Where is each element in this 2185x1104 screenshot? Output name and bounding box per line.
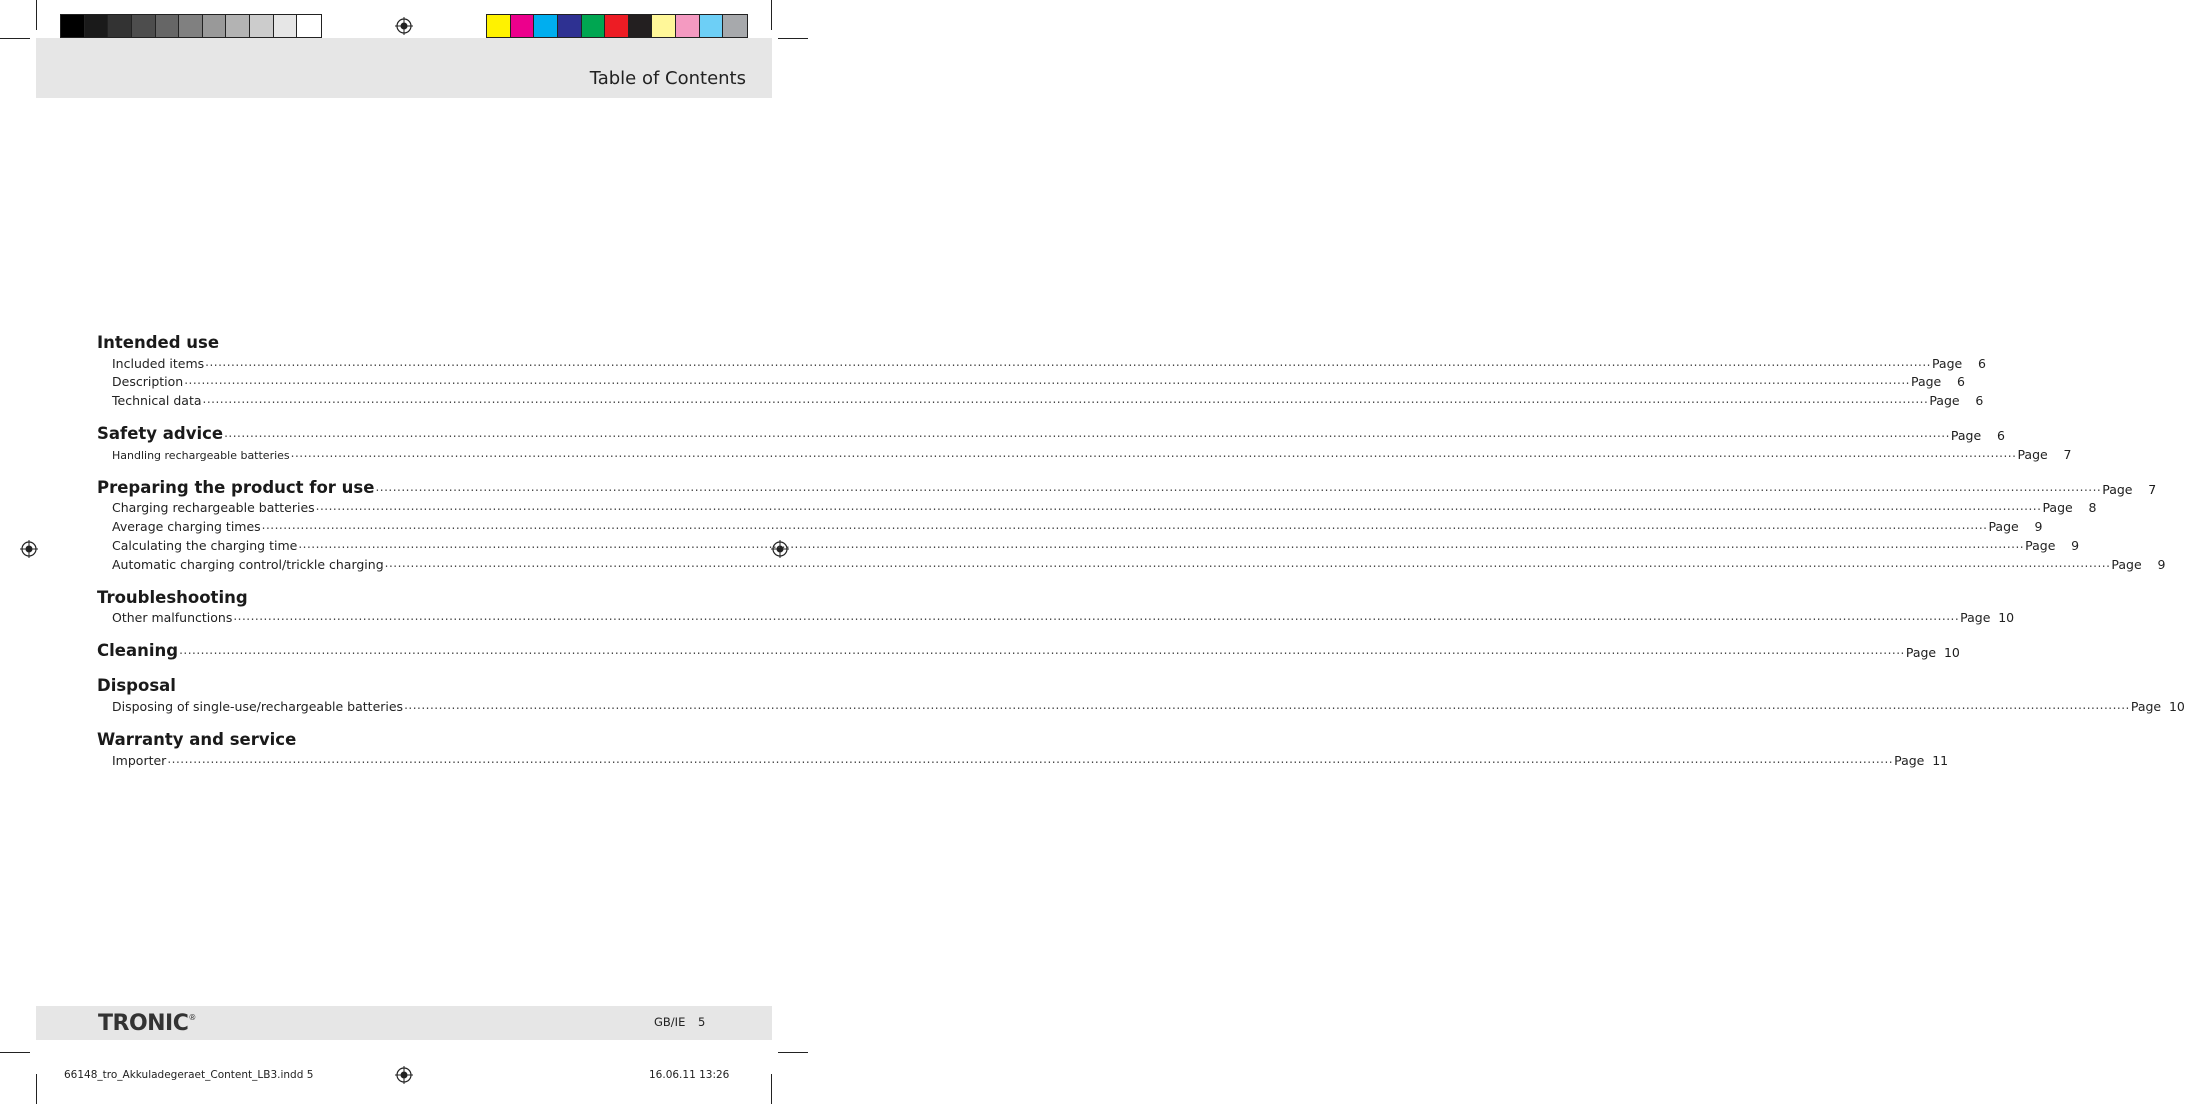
page-word: Page (1988, 519, 2019, 535)
page-reference (1960, 610, 2014, 625)
color-swatch (274, 15, 298, 37)
toc-section (97, 328, 1986, 409)
brand-logo: TRONIC® (98, 1011, 196, 1036)
toc-entry-label: Disposing of single-use/rechargeable batteries (112, 698, 404, 714)
page-reference (1894, 753, 1948, 768)
page-word: Page (1960, 610, 1991, 626)
page-number: 5 (698, 1015, 706, 1029)
page-word: Page (1931, 355, 1963, 371)
color-swatch (652, 15, 676, 37)
toc-entry[interactable] (97, 389, 1984, 409)
toc-entry[interactable] (97, 749, 1949, 768)
toc-section-title: Troubleshooting (97, 587, 248, 607)
toc-entry[interactable] (97, 695, 2185, 714)
page-reference (1929, 393, 1983, 408)
page-number: 6 (1975, 393, 1984, 409)
page-number: 6 (1978, 355, 1986, 371)
toc-entry[interactable] (97, 371, 1965, 390)
crop-mark (771, 0, 772, 30)
page-reference (1906, 645, 1960, 660)
page-word: Page (2102, 481, 2133, 497)
toc-section-heading[interactable] (97, 636, 1960, 661)
color-swatch (179, 15, 203, 37)
toc-section (97, 419, 2072, 462)
page-reference (1988, 519, 2042, 534)
page-word: Page (2130, 698, 2162, 714)
toc-entry-label: Calculating the charging time (112, 537, 298, 553)
page-word: Page (1894, 752, 1925, 768)
page-word: Page (1905, 645, 1937, 661)
page-number: 10 (2168, 698, 2185, 714)
color-swatch (297, 15, 321, 37)
page-word: Page (1910, 374, 1942, 390)
toc-section-title: Intended use (97, 333, 220, 352)
crop-mark (778, 38, 808, 39)
dot-leader: ................................................................................................................................................................................................................................................................................................................................................................................................................ (384, 555, 2111, 570)
page-reference (2102, 482, 2156, 497)
slug-date-time: 16.06.11 13:26 (649, 1069, 730, 1081)
toc-section-title: Warranty and service (97, 729, 297, 749)
page-word: Page (2025, 537, 2056, 553)
grayscale-color-bar (60, 14, 322, 38)
page-reference (2017, 447, 2071, 462)
page-header (36, 38, 772, 98)
table-of-contents (97, 328, 2185, 779)
page-number: 7 (2148, 481, 2157, 497)
color-swatch (85, 15, 109, 37)
toc-entry-label: Handling rechargeable batteries (112, 448, 290, 462)
dot-leader: ................................................................................................................................................................................................................................................................................................................................................................................................................ (202, 392, 1929, 407)
page-footer (36, 1006, 772, 1040)
registration-mark-icon (395, 17, 413, 35)
color-swatch (61, 15, 85, 37)
page-word: Page (1929, 393, 1960, 409)
toc-entry[interactable] (97, 515, 2043, 535)
page-reference (1951, 428, 2005, 443)
toc-section-heading[interactable] (97, 473, 2157, 497)
toc-section (97, 725, 1949, 768)
page-number: 11 (1932, 752, 1949, 768)
dot-leader: ................................................................................................................................................................................................................................................................................................................................................................................................................ (224, 426, 1950, 441)
page-word: Page (2111, 556, 2142, 572)
toc-section-title: Safety advice (97, 424, 224, 444)
toc-entry[interactable] (97, 607, 2015, 626)
color-swatch (132, 15, 156, 37)
color-swatch (629, 15, 653, 37)
dot-leader: ................................................................................................................................................................................................................................................................................................................................................................................................................ (184, 373, 1910, 388)
color-swatch (676, 15, 700, 37)
color-swatch (605, 15, 629, 37)
slug-file-name: 66148_tro_Akkuladegeraet_Content_LB3.indd 5 (64, 1069, 314, 1081)
registration-mark-icon (20, 540, 38, 558)
toc-section-heading[interactable] (97, 583, 711, 607)
toc-section (97, 583, 2015, 626)
page-number: 6 (1996, 428, 2005, 444)
page-number: 9 (2034, 519, 2043, 535)
color-swatch (511, 15, 535, 37)
color-swatch (156, 15, 180, 37)
color-swatch (558, 15, 582, 37)
toc-section-heading[interactable] (97, 725, 711, 749)
toc-entry[interactable] (97, 534, 2080, 553)
toc-entry-label: Included items (112, 355, 205, 371)
toc-entry-label: Other malfunctions (112, 610, 233, 626)
color-swatch (700, 15, 724, 37)
toc-entry-label: Description (112, 374, 184, 390)
dot-leader: ................................................................................................................................................................................................................................................................................................................................................................................................................ (404, 697, 2130, 712)
page-word: Page (2017, 446, 2048, 462)
dot-leader: ................................................................................................................................................................................................................................................................................................................................................................................................................ (167, 751, 1894, 766)
crop-mark (0, 1052, 30, 1053)
page-reference (2025, 538, 2079, 553)
page-number: 7 (2063, 446, 2072, 462)
color-swatch (108, 15, 132, 37)
page-word: Page (2042, 500, 2073, 516)
toc-section-heading[interactable] (97, 328, 711, 352)
page-reference (2042, 500, 2096, 515)
crop-mark (778, 1052, 808, 1053)
dot-leader: ................................................................................................................................................................................................................................................................................................................................................................................................................ (261, 518, 1988, 533)
page-title: Table of Contents (589, 68, 746, 89)
dot-leader: ................................................................................................................................................................................................................................................................................................................................................................................................................ (315, 499, 2042, 514)
toc-section (97, 636, 1960, 661)
toc-entry[interactable] (97, 352, 1986, 371)
page-number: 9 (2157, 556, 2166, 572)
color-swatch (250, 15, 274, 37)
dot-leader: ................................................................................................................................................................................................................................................................................................................................................................................................................ (233, 609, 1960, 624)
process-color-bar (486, 14, 748, 38)
page-reference (1911, 374, 1965, 389)
toc-section (97, 473, 2166, 572)
color-swatch (203, 15, 227, 37)
page-number: 9 (2071, 537, 2080, 553)
page-number: 6 (1957, 374, 1965, 390)
toc-entry[interactable] (97, 497, 2097, 516)
color-swatch (487, 15, 511, 37)
dot-leader: ................................................................................................................................................................................................................................................................................................................................................................................................................ (290, 445, 2017, 460)
page-reference (2131, 699, 2185, 714)
color-swatch (226, 15, 250, 37)
color-swatch (534, 15, 558, 37)
color-swatch (723, 15, 747, 37)
toc-entry[interactable] (97, 443, 2072, 462)
dot-leader: ................................................................................................................................................................................................................................................................................................................................................................................................................ (179, 643, 1905, 658)
registration-mark-icon (395, 1066, 413, 1084)
toc-section-heading[interactable] (97, 671, 711, 695)
crop-mark (36, 0, 37, 30)
dot-leader: ................................................................................................................................................................................................................................................................................................................................................................................................................ (375, 479, 2102, 494)
toc-entry-label: Charging rechargeable batteries (112, 500, 315, 516)
toc-section-title: Disposal (97, 676, 176, 696)
toc-section-heading[interactable] (97, 419, 2005, 444)
toc-entry-label: Automatic charging control/trickle charging (112, 556, 384, 572)
toc-entry-label: Average charging times (112, 519, 261, 535)
page-number: 8 (2088, 500, 2097, 516)
page-number: 10 (1998, 610, 2015, 626)
toc-entry-label: Importer (112, 752, 167, 768)
crop-mark (771, 1074, 772, 1104)
page-reference (2111, 557, 2165, 572)
dot-leader: ................................................................................................................................................................................................................................................................................................................................................................................................................ (298, 536, 2025, 551)
page-word: Page (1950, 428, 1982, 444)
color-swatch (582, 15, 606, 37)
crop-mark (0, 38, 30, 39)
toc-entry[interactable] (97, 553, 2166, 572)
toc-section-title: Cleaning (97, 641, 179, 661)
page-reference (1932, 356, 1986, 371)
toc-section-title: Preparing the product for use (97, 477, 375, 497)
toc-section (97, 671, 2185, 714)
page-number: 10 (1943, 645, 1960, 661)
dot-leader: ................................................................................................................................................................................................................................................................................................................................................................................................................ (205, 354, 1931, 369)
language-code: GB/IE (654, 1015, 686, 1029)
crop-mark (36, 1074, 37, 1104)
toc-entry-label: Technical data (112, 393, 202, 409)
